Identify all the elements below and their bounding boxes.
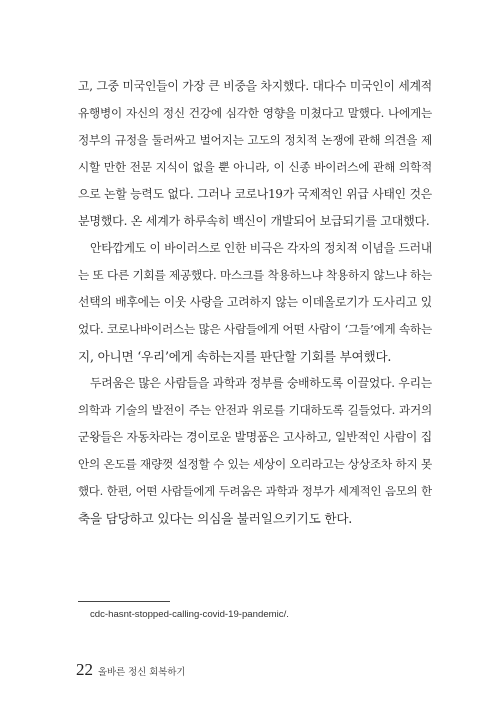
text-line: 으로 논할 능력도 없다. 그러나 코로나19가 국제적인 위급 사태인 것은 (78, 187, 432, 201)
running-head: 올바른 정신 회복하기 (98, 667, 186, 678)
text-line: 했다. 한편, 어떤 사람들에게 두려움은 과학과 정부가 세계적인 음모의 한 (78, 484, 432, 498)
page-number: 22 (76, 660, 93, 679)
text-line: 는 또 다른 기회를 제공했다. 마스크를 착용하느냐 착용하지 않느냐 하는 (78, 268, 432, 282)
text-line: 안의 온도를 재량껏 설정할 수 있는 세상이 오리라고는 상상조차 하지 못 (78, 457, 432, 471)
footnote-divider (78, 601, 170, 602)
text-line: 었다. 코로나바이러스는 많은 사람들에게 어떤 사람이 ‘그들’에게 속하는 (78, 322, 432, 336)
body-text (78, 73, 432, 532)
page-footer (76, 660, 185, 680)
text-line: 분명했다. 온 세계가 하루속히 백신이 개발되어 보급되기를 고대했다. (78, 214, 430, 228)
text-line: 두려움은 많은 사람들을 과학과 정부를 숭배하도록 이끌었다. 우리는 (90, 376, 432, 390)
text-line: 유행병이 자신의 정신 건강에 심각한 영향을 미쳤다고 말했다. 나에게는 (78, 106, 432, 120)
text-line: 선택의 배후에는 이웃 사랑을 고려하지 않는 이데올로기가 도사리고 있 (78, 295, 432, 309)
text-line: 의학과 기술의 발전이 주는 안전과 위로를 기대하도록 길들었다. 과거의 (78, 403, 432, 417)
text-line: 축을 담당하고 있다는 의심을 불러일으키기도 한다. (78, 511, 353, 526)
text-line: 정부의 규정을 둘러싸고 벌어지는 고도의 정치적 논쟁에 관해 의견을 제 (78, 133, 432, 147)
text-line: 고, 그중 미국인들이 가장 큰 비중을 차지했다. 대다수 미국인이 세계적 (78, 79, 432, 93)
footnote: cdc-hasnt-stopped-calling-covid-19-pandemic/. (90, 609, 289, 620)
text-line: 지, 아니면 ‘우리’에게 속하는지를 판단할 기회를 부여했다. (78, 349, 392, 364)
text-line: 시할 만한 전문 지식이 없을 뿐 아니라, 이 신종 바이러스에 관해 의학적 (78, 160, 432, 174)
text-line: 안타깝게도 이 바이러스로 인한 비극은 각자의 정치적 이념을 드러내 (90, 241, 432, 255)
text-line: 군왕들은 자동차라는 경이로운 발명품은 고사하고, 일반적인 사람이 집 (78, 430, 432, 444)
